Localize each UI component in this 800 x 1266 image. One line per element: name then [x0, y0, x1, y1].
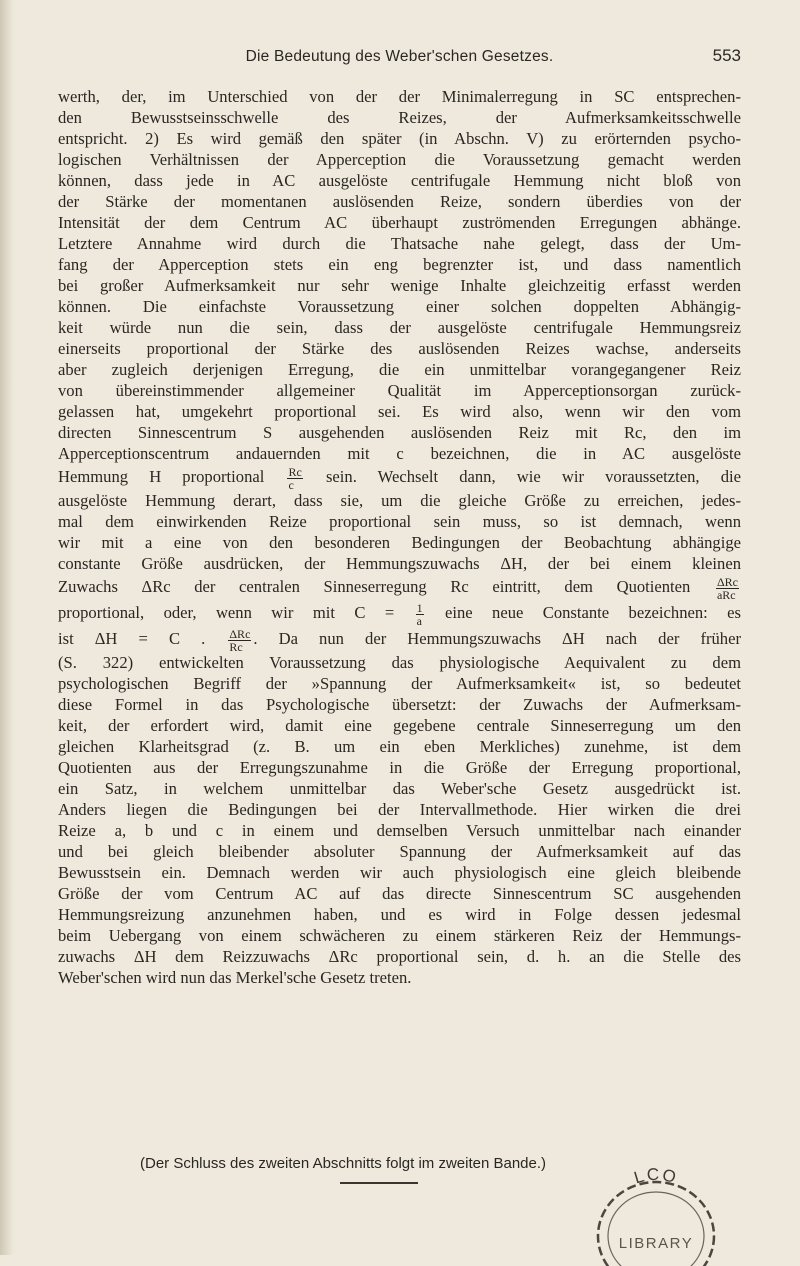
- stamp-middle-text: LIBRARY: [618, 1235, 694, 1252]
- text-line: beim Uebergang von einem schwächeren zu einem stärkeren Reiz der Hemmungs-: [58, 926, 741, 945]
- stamp-top-text: LCO: [631, 1166, 680, 1188]
- fraction-denominator: Rc: [229, 639, 243, 654]
- page-gutter-shadow: [0, 0, 14, 1255]
- fraction-numerator: 1: [416, 600, 423, 615]
- text-line: diese Formel in das Psychologische übersetzt: der Zuwachs der Aufmerksam-: [58, 695, 741, 714]
- text-line: können. Die einfachste Voraussetzung einer solchen doppelten Abhängig-: [58, 297, 741, 316]
- fraction-denominator: c: [288, 477, 294, 492]
- text-line: Quotienten aus der Erregungszunahme in die Größe der Erregung proportional,: [58, 758, 741, 777]
- text-line: der Stärke der momentanen auslösenden Reize, sondern überdies von der: [58, 192, 741, 211]
- page-number: 553: [712, 46, 741, 65]
- text-line: den Bewusstseinsschwelle des Reizes, der Aufmerksamkeitsschwelle: [58, 108, 741, 127]
- fraction-numerator: Rc: [288, 464, 302, 479]
- text-line: gleichen Klarheitsgrad (z. B. um ein eben Merkliches) zunehme, ist dem: [58, 737, 741, 756]
- text-line: mal dem einwirkenden Reize proportional sein muss, so ist demnach, wenn: [58, 512, 741, 531]
- text-line: werth, der, im Unterschied von der der Minimalerregung in SC entsprechen-: [58, 87, 741, 106]
- page-header: [58, 48, 741, 78]
- text-line: Hemmungsreizung anzunehmen haben, und es wird in Folge dessen jedesmal: [58, 905, 741, 924]
- text-line: zuwachs ΔH dem Reizzuwachs ΔRc proportional sein, d. h. an die Stelle des: [58, 947, 741, 966]
- text-line-with-fraction: [58, 574, 741, 600]
- fraction-numerator: ΔRc: [229, 626, 251, 641]
- text-line: aber zugleich derjenigen Erregung, die ein unmittelbar vorangegangener Reiz: [58, 360, 741, 379]
- text-line: Anders liegen die Bedingungen bei der Intervallmethode. Hier wirken die drei: [58, 800, 741, 819]
- text-line: Reize a, b und c in einem und demselben Versuch unmittelbar nach einander: [58, 821, 741, 840]
- fraction-numerator: ΔRc: [716, 574, 738, 589]
- text-line: (S. 322) entwickelten Voraussetzung das physiologische Aequivalent zu dem: [58, 653, 741, 672]
- text-line: ein Satz, in welchem unmittelbar das Weber'sche Gesetz ausgedrückt ist.: [58, 779, 741, 798]
- text-line: directen Sinnescentrum S ausgehenden auslösenden Reiz mit Rc, den im: [58, 423, 741, 442]
- text-line: von übereinstimmender allgemeiner Qualität im Apperceptionsorgan zurück-: [58, 381, 741, 400]
- text-line: bei großer Aufmerksamkeit nur sehr wenige Inhalte gleichzeitig erfasst werden: [58, 276, 741, 295]
- text-line: keit würde nun die sein, dass der ausgelöste centrifugale Hemmungsreiz: [58, 318, 741, 337]
- text-line: einerseits proportional der Stärke des auslösenden Reizes wachse, anderseits: [58, 339, 741, 358]
- library-stamp: [572, 1166, 742, 1266]
- text-line: Apperceptionscentrum andauernden mit c bezeichnen, die in AC ausgelöste: [58, 444, 741, 463]
- line-segment: eine neue Constante bezeichnen: es: [445, 603, 741, 622]
- line-segment: Zuwachs ΔRc der centralen Sinneserregung Rc eintritt, dem Quotienten: [58, 577, 691, 596]
- text-line: Intensität der dem Centrum AC überhaupt zuströmenden Erregungen abhänge.: [58, 213, 741, 232]
- line-segment: proportional, oder, wenn wir mit C =: [58, 603, 395, 622]
- text-line: logischen Verhältnissen der Apperception die Voraussetzung gemacht werden: [58, 150, 741, 169]
- text-line: können, dass jede in AC ausgelöste centrifugale Hemmung nicht bloß von: [58, 171, 741, 190]
- line-segment: ist ΔH = C .: [58, 629, 206, 648]
- fraction-denominator: aRc: [716, 587, 736, 602]
- text-line: wir mit a eine von den besonderen Bedingungen der Beobachtung abhängige: [58, 533, 741, 552]
- text-line: psychologischen Begriff der »Spannung der Aufmerksamkeit« ist, so bedeutet: [58, 674, 741, 693]
- fraction: [716, 576, 739, 601]
- text-line: Weber'schen wird nun das Merkel'sche Gesetz treten.: [58, 968, 412, 987]
- line-segment: sein. Wechselt dann, wie wir voraussetzten, die: [325, 467, 741, 486]
- footnote: (Der Schluss des zweiten Abschnitts folgt im zweiten Bande.): [140, 1155, 547, 1172]
- fraction: [228, 628, 251, 653]
- fraction-denominator: a: [416, 613, 422, 628]
- text-line-with-fraction: [58, 626, 741, 652]
- text-line: und bei gleich bleibender absoluter Spannung der Aufmerksamkeit auf das: [58, 842, 741, 861]
- text-line: entspricht. 2) Es wird gemäß den später (in Abschn. V) zu erörternden psycho-: [58, 129, 741, 148]
- body-text: [58, 86, 741, 988]
- text-line: keit, der erfordert wird, damit eine gegebene centrale Sinneserregung um den: [58, 716, 741, 735]
- fraction: [287, 466, 302, 491]
- text-line-with-fraction: [58, 600, 741, 626]
- text-line-with-fraction: [58, 464, 741, 490]
- text-line: constante Größe ausdrücken, der Hemmungszuwachs ΔH, der bei einem kleinen: [58, 554, 741, 573]
- decorative-rule: [340, 1182, 418, 1184]
- text-line: fang der Apperception stets ein eng begrenzter ist, und dass namentlich: [58, 255, 741, 274]
- line-segment: Hemmung H proportional: [58, 467, 265, 486]
- line-segment: . Da nun der Hemmungszuwachs ΔH nach der früher: [253, 629, 741, 648]
- text-line: ausgelöste Hemmung derart, dass sie, um die gleiche Größe zu erreichen, jedes-: [58, 491, 741, 510]
- running-head: Die Bedeutung des Weber'schen Gesetzes.: [245, 48, 554, 65]
- text-line: Größe der vom Centrum AC auf das directe Sinnescentrum SC ausgehenden: [58, 884, 741, 903]
- fraction: [416, 602, 424, 627]
- text-line: Letztere Annahme wird durch die Thatsache nahe gelegt, dass der Um-: [58, 234, 741, 253]
- stamp-ring: [598, 1182, 714, 1266]
- text-line: Bewusstsein ein. Demnach werden wir auch physiologisch eine gleich bleibende: [58, 863, 741, 882]
- text-line: gelassen hat, umgekehrt proportional sei. Es wird also, wenn wir den vom: [58, 402, 741, 421]
